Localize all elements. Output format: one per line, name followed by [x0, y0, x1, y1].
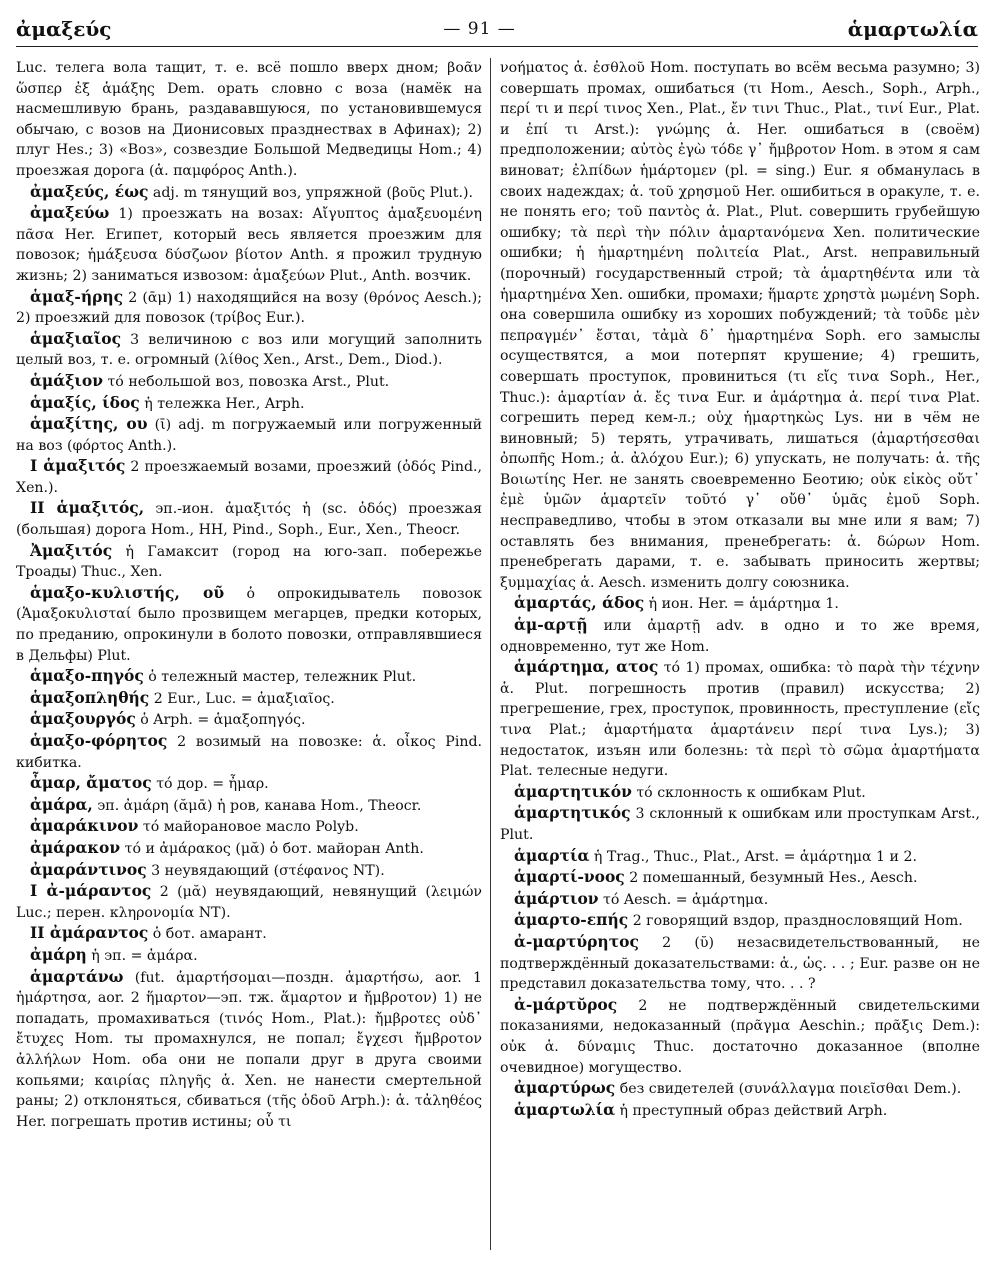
- entry-headword: ἀμάρακον: [30, 837, 121, 857]
- dictionary-entry: [500, 889, 980, 911]
- entry-headword: ἁμαρτητικός: [514, 803, 631, 823]
- entry-headword: ἀμάρη: [30, 944, 87, 964]
- dictionary-entry: [500, 1100, 980, 1122]
- entry-headword: ἁμαρτάς, άδος: [514, 593, 645, 613]
- entry-headword: ἁμαξίς, ίδος: [30, 392, 140, 412]
- entry-definition: ἡ преступный образ действий Arph.: [619, 1102, 888, 1119]
- entry-definition: 2 говорящий вздор, празднословящий Hom.: [632, 913, 963, 930]
- entry-headword: ἁμαξο-φόρητος: [30, 731, 168, 750]
- dictionary-entry: [16, 583, 482, 666]
- dictionary-entry: [16, 498, 482, 540]
- entry-headword: ἁμ-αρτῇ: [514, 615, 588, 635]
- entry-definition: 2 Eur., Luc. = ἁμαξιαῖος.: [153, 690, 335, 707]
- entry-definition: Luc. телега вола тащит, т. е. всё пошло вверх дном; βοᾶν ὥσπερ ἐξ ἁμάξης Dem. орать словно с воза (намёк на насмешливую брань, раздававшуюся, по установившемуся обычаю, с возов на Дионисовых празднествах в Афинах); 2) плуг Hes.; 3) «Воз», созвездие Большой Медведицы Hom.; 4) проезжая дорога (ἁ. παμφόρος Anth.).: [16, 60, 482, 179]
- entry-definition: 2 (μᾰ) неувядающий, невянущий (λειμών Luc.; перен. κληρονομία NT).: [16, 884, 482, 921]
- entry-definition: или ἀμαρτῇ adv. в одно и то же время, одновременно, тут же Hom.: [500, 618, 980, 655]
- entry-definition: ὁ опрокидыватель повозок (Ἁμαξοκυλισταί было прозвищем мегарцев, предки которых, по преданию, опрокинули в болото повозки, отправлявшиеся в Дельфы) Plut.: [16, 585, 482, 664]
- dictionary-entry: [500, 932, 980, 995]
- dictionary-entry: [16, 393, 482, 415]
- entry-headword: ἁμαρτητικόν: [514, 781, 632, 801]
- entry-definition: τό дор. = ἦμαρ.: [156, 776, 269, 793]
- entry-headword: ἀ-μαρτύρητος: [514, 931, 639, 951]
- entry-definition: 2 не подтверждённый свидетельскими показаниями, недоказанный (πρᾶγμα Aeschin.; πρᾶξις Dem.): οὐκ ἁ. δύναμις Thuc. достаточно доказанное (вполне очевидное) могущество.: [500, 997, 980, 1076]
- entry-definition: adj. m тянущий воз, упряжной (βοῦς Plut.).: [152, 184, 473, 201]
- entry-definition: τό склонность к ошибкам Plut.: [636, 784, 866, 801]
- entry-definition: ὁ бот. амарант.: [152, 926, 267, 943]
- dictionary-entry: [16, 456, 482, 498]
- dictionary-entry: [500, 657, 980, 782]
- entry-headword: ἀμαράκινον: [30, 816, 139, 836]
- dictionary-entry: [500, 803, 980, 845]
- entry-headword: ἁμαξιαῖος: [30, 328, 122, 348]
- dictionary-entry: [16, 860, 482, 882]
- entry-headword: Ἀμαξιτός: [30, 540, 113, 560]
- entry-headword: II ἁμαξιτός,: [30, 498, 145, 518]
- entry-definition: τό и ἀμάρακος (μᾰ) ὁ бот. майоран Anth.: [124, 840, 424, 857]
- dictionary-entry: [16, 731, 482, 773]
- entry-definition: ὁ тележный мастер, тележник Plut.: [148, 669, 417, 686]
- dictionary-entry: [16, 666, 482, 688]
- dictionary-entry: [500, 1078, 980, 1100]
- entry-definition: (fut. ἁμαρτήσομαι—поздн. ἁμαρτήσω, aor. 1 ἡμάρτησα, aor. 2 ἥμαρτον—эп. тж. ἅμαρτον и ἤμβροτον) 1) не попадать, промахиваться (τινός Hom., Plat.): ἤμβροτες οὐδ᾽ ἔτυχες Hom. ты промахнулся, не попал; ἔγχεσι ἤμβροτον ἀλλήλων Hom. оба они не попали друг в друга своими копьями; καιρίας πληγῆς ἁ. Xen. не нанести смертельной раны; 2) отклоняться, сбиваться (τῆς ὁδοῦ Arph.): ἁ. τἀληθέος Her. погрешать против истины; οὗ τι: [16, 969, 482, 1130]
- entry-definition: νοήματος ἁ. ἐσθλοῦ Hom. поступать во всём весьма разумно; 3) совершать промах, ошибаться (τι Hom., Aesch., Soph., Arph., περί τι и περί τινος Xen., Plat., ἔν τινι Thuc., Plat., τινί Eur., Plat. и ἐπί τι Arst.): γνώμης ἁ. Her. ошибаться в (своём) предположении; αὐτὸς ἐγὼ τόδε γ᾽ ἤμβροτον Hom. в этом я сам виноват; ἐλπίδων ἡμάρτομεν (pl. = sing.) Eur. я обманулась в своих надеждах; ἁ. τοῦ χρησμοῦ Her. ошибиться в оракуле, т. е. не понять его; τοῦ παντὸς ἁ. Plat., Plut. совершить грубейшую ошибку; τὰ περὶ τὴν πόλιν ἁμαρτανόμενα Xen. политические ошибки; ἡ ἡμαρτημένη πολιτεία Plat., Arst. неправильный (порочный) государственный строй; τὰ ἁμαρτηθέντα или τὰ ἡμαρτημένα Xen. ошибки, промахи; ἥμαρτε χρηστὰ μωμένη Soph. она совершила ошибку из хороших побуждений; τὰ τοῦδε μὲν πεπραγμέν᾽ ἔσται, τἀμὰ δ᾽ ἡμαρτημένα Soph. его замыслы осуществятся, а мои потерпят крушение; 4) грешить, совершать проступок, провиниться (τι εἴς τινα Soph., Her., Thuc.): ἁμαρτίαν ἁ. ἔς τινα Eur. и ἁμάρτημα ἁ. περί τινα Plat. согрешить перед кем-л.; οὐχ ἡμαρτηκὼς Lys. ни в чём не виновный; 5) терять, утрачивать, лишаться (ἁμαρτήσεσθαι ὀπωπῆς Hom.; ἁ. ἀλόχου Eur.); 6) упускать, не получать: ἁ. τῆς Βοιωτίης Her. не занять своевременно Беотию; οὐκ εἰκὸς οὔτ᾽ ἐμὲ ὑμῶν ἁμαρτεῖν τοῦτό γ᾽ οὔθ᾽ ὑμᾶς ἐμοῦ Soph. несправедливо, чтобы в этом отказали вы мне или я вам; 7) оставлять без внимания, пренебрегать: ἁ. δώρων Hom. пренебрегать дарами, т. е. забывать приносить жертвы; ξυμμαχίας ἁ. Aesch. изменить долгу союзника.: [500, 60, 980, 591]
- dictionary-entry: [16, 371, 482, 393]
- entry-definition: (ῑ) adj. m погружаемый или погруженный на воз (φόρτος Anth.).: [16, 417, 482, 454]
- dictionary-entry: [500, 910, 980, 932]
- entry-headword: ἁμάξιον: [30, 370, 103, 390]
- entry-definition: ἡ Гамаксит (город на юго-зап. побережье Троады) Thuc., Xen.: [16, 543, 482, 581]
- page-number: — 91 —: [443, 19, 516, 39]
- entry-headword: II ἀμάραντος: [30, 923, 149, 943]
- dictionary-entry: [16, 816, 482, 838]
- dictionary-entry: [16, 923, 482, 945]
- entry-headword: I ἁμαξιτός: [30, 456, 126, 476]
- entry-headword: ἁμαξοπληθής: [30, 687, 150, 707]
- entry-definition: τό небольшой воз, повозка Arst., Plut.: [107, 373, 390, 390]
- entry-definition: 1) проезжать на возах: Αἴγυπτος ἁμαξευομένη πᾶσα Her. Египет, который весь является проезжим для повозок; ἡμάξευσα δύσζωον βίοτον Anth. я прожил трудную жизнь; 2) заниматься извозом: ἁμαξεύων Plut., Anth. возчик.: [16, 206, 482, 284]
- entry-headword: ἁμαξουργός: [30, 709, 136, 729]
- dictionary-entry: [500, 867, 980, 889]
- entry-headword: ἁμαξ-ήρης: [30, 286, 124, 306]
- dictionary-entry: [500, 593, 980, 615]
- entry-headword: ἁμαρτάνω: [30, 966, 124, 986]
- entry-headword: ἀμαράντινος: [30, 859, 147, 879]
- entry-headword: ἁμάρτημα, ατος: [514, 657, 659, 677]
- entry-headword: ἀμαρτύρως: [514, 1078, 616, 1098]
- entry-headword: ἁμαξίτης, ου: [30, 414, 148, 434]
- entry-headword: ἁμαξο-πηγός: [30, 666, 144, 686]
- entry-definition: ἡ тележка Her., Arph.: [144, 395, 305, 412]
- entry-definition: 2 (ῠ) незасвидетельствованный, не подтверждённый доказательствами: ἁ., ὡς. . . ; Eur. разве он не представил доказательства тому, что. . . ?: [500, 934, 980, 993]
- dictionary-entry: [16, 541, 482, 583]
- dictionary-entry: [16, 967, 482, 1133]
- entry-headword: ἁμαρτία: [514, 845, 590, 865]
- entry-headword: ἀμαξεύω: [30, 203, 110, 223]
- dictionary-entry: [16, 58, 482, 182]
- dictionary-entry: [500, 995, 980, 1078]
- entry-definition: 3 склонный к ошибкам или проступкам Arst., Plut.: [500, 806, 980, 843]
- left-column: [16, 58, 482, 1250]
- dictionary-entry: [16, 838, 482, 860]
- right-column: [500, 58, 980, 1250]
- entry-definition: 2 проезжаемый возами, проезжий (ὁδός Pind., Xen.).: [16, 459, 482, 496]
- entry-definition: ὁ Arph. = ἁμαξοπηγός.: [140, 712, 306, 729]
- entry-definition: τό 1) промах, ошибка: τὸ παρὰ τὴν τέχνην ἁ. Plut. погрешность против (правил) искусства; 2) прегрешение, грех, проступок, провинность, преступление (εἴς τινα Plat.; ἁμαρτήματα ἁμαρτάνειν περί τινα Lys.); 3) недостаток, изъян или болезнь: τὰ περὶ τὸ σῶμα ἁμαρτήματα Plat. телесные недуги.: [500, 660, 980, 780]
- dictionary-entry: [500, 615, 980, 657]
- entry-headword: ἀ-μάρτῠρος: [514, 994, 618, 1014]
- entry-definition: 3 величиною с воз или могущий заполнить целый воз, т. е. огромный (λίθος Xen., Arst., Dem., Diod.).: [16, 331, 482, 369]
- entry-headword: ἁμαξο-κυλιστής, οῦ: [30, 582, 225, 602]
- header-left-word: ἀμαξεύς: [16, 17, 112, 41]
- dictionary-entry: [500, 58, 980, 593]
- dictionary-entry: [500, 782, 980, 804]
- entry-headword: ἀμάρα,: [30, 794, 93, 814]
- entry-definition: 2 помешанный, безумный Hes., Aesch.: [629, 870, 918, 887]
- entry-definition: эп.-ион. ἀμαξιτός ἡ (sc. ὁδός) проезжая (большая) дорога Hom., HH, Pind., Soph., Eur., Xen., Theocr.: [16, 501, 482, 539]
- dictionary-entry: [16, 773, 482, 795]
- entry-definition: ἡ Trag., Thuc., Plat., Arst. = ἁμάρτημα 1 и 2.: [593, 848, 917, 865]
- entry-headword: ἁμαρτωλία: [514, 1099, 615, 1119]
- entry-definition: 2 возимый на повозке: ἁ. οἶκος Pind. кибитка.: [16, 734, 482, 771]
- entry-definition: ἡ ион. Her. = ἁμάρτημα 1.: [648, 596, 839, 613]
- header-right-word: ἁμαρτωλία: [847, 17, 978, 41]
- entry-definition: τό майорановое масло Polyb.: [142, 819, 359, 836]
- entry-headword: ἀμαξεύς, έως: [30, 181, 149, 201]
- entry-definition: 2 (ᾱμ) 1) находящийся на возу (θρόνος Aesch.); 2) проезжий для повозок (τρίβος Eur.).: [16, 289, 482, 327]
- dictionary-entry: [500, 846, 980, 868]
- dictionary-entry: [16, 945, 482, 967]
- dictionary-entry: [16, 709, 482, 731]
- entry-headword: ἆμαρ, ἄματος: [30, 773, 152, 793]
- dictionary-entry: [16, 414, 482, 456]
- column-divider: [490, 58, 491, 1250]
- page-header: [16, 12, 978, 47]
- dictionary-entry: [16, 688, 482, 710]
- entry-definition: 3 неувядающий (στέφανος NT).: [151, 862, 385, 879]
- entry-definition: ἡ эп. = ἀμάρα.: [91, 947, 198, 964]
- entry-headword: ἁμαρτο-επής: [514, 910, 629, 930]
- dictionary-entry: [16, 203, 482, 286]
- entry-headword: I ἀ-μάραντος: [30, 881, 152, 901]
- entry-definition: без свидетелей (συνάλλαγμα ποιεῖσθαι Dem.).: [619, 1081, 962, 1098]
- dictionary-entry: [16, 182, 482, 204]
- dictionary-entry: [16, 287, 482, 329]
- dictionary-entry: [16, 881, 482, 923]
- entry-definition: эп. ἀμάρη (ᾰμᾱ) ἡ ров, канава Hom., Theocr.: [97, 797, 422, 814]
- entry-definition: τό Aesch. = ἁμάρτημα.: [603, 891, 769, 908]
- dictionary-entry: [16, 329, 482, 371]
- entry-headword: ἁμαρτί-νοος: [514, 867, 625, 887]
- dictionary-entry: [16, 795, 482, 817]
- entry-headword: ἁμάρτιον: [514, 888, 599, 908]
